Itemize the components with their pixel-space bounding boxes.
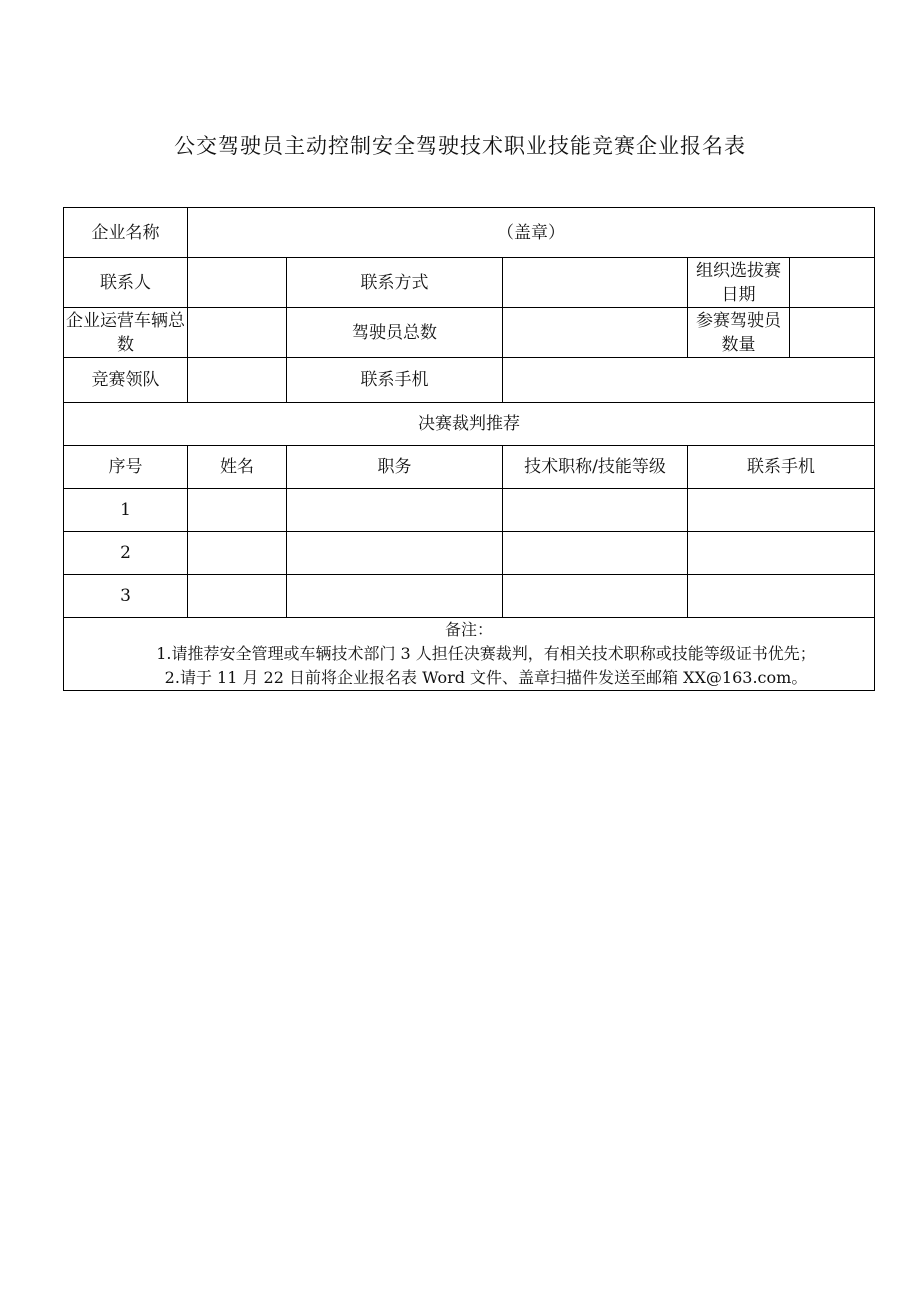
selection-date-label: 组织选拔赛日期	[688, 258, 790, 308]
selection-date-field[interactable]	[790, 258, 875, 308]
table-row	[64, 489, 875, 532]
document-title: 公交驾驶员主动控制安全驾驶技术职业技能竞赛企业报名表	[174, 134, 746, 158]
mobile-cell[interactable]	[688, 575, 875, 618]
referee-section-row	[64, 403, 875, 446]
referee-section-title: 决赛裁判推荐	[64, 403, 875, 446]
note-item-1: 1.请推荐安全管理或车辆技术部门 3 人担任决赛裁判，有相关技术职称或技能等级证书优先；	[156, 644, 816, 663]
row-index: 2	[64, 532, 188, 575]
mobile-cell[interactable]	[688, 489, 875, 532]
mobile-cell[interactable]	[688, 532, 875, 575]
participant-count-field[interactable]	[790, 308, 875, 358]
title-level-cell[interactable]	[503, 489, 688, 532]
vehicle-total-label: 企业运营车辆总数	[64, 308, 188, 358]
position-cell[interactable]	[287, 489, 503, 532]
totals-row	[64, 308, 875, 358]
column-header-title-level: 技术职称/技能等级	[503, 446, 688, 489]
team-leader-mobile-label: 联系手机	[287, 358, 503, 403]
participant-count-label: 参赛驾驶员数量	[688, 308, 790, 358]
column-header-name: 姓名	[188, 446, 287, 489]
contact-person-field[interactable]	[188, 258, 287, 308]
name-cell[interactable]	[188, 575, 287, 618]
company-name-label: 企业名称	[64, 208, 188, 258]
team-leader-field[interactable]	[188, 358, 287, 403]
notes-heading: 备注：	[445, 620, 494, 639]
position-cell[interactable]	[287, 575, 503, 618]
notes-row	[64, 618, 875, 691]
contact-method-label: 联系方式	[287, 258, 503, 308]
driver-total-label: 驾驶员总数	[287, 308, 503, 358]
title-level-cell[interactable]	[503, 532, 688, 575]
team-leader-row	[64, 358, 875, 403]
column-header-position: 职务	[287, 446, 503, 489]
registration-form-table	[63, 207, 875, 691]
table-row	[64, 532, 875, 575]
column-header-mobile: 联系手机	[688, 446, 875, 489]
note-item-2: 2.请于 11 月 22 日前将企业报名表 Word 文件、盖章扫描件发送至邮箱 XX@163.com。	[164, 668, 808, 687]
row-index: 3	[64, 575, 188, 618]
notes-cell	[64, 618, 875, 691]
row-index: 1	[64, 489, 188, 532]
company-name-field[interactable]: （盖章）	[188, 208, 875, 258]
contact-person-label: 联系人	[64, 258, 188, 308]
table-row	[64, 575, 875, 618]
contact-method-field[interactable]	[503, 258, 688, 308]
title-level-cell[interactable]	[503, 575, 688, 618]
referee-header-row	[64, 446, 875, 489]
column-header-index: 序号	[64, 446, 188, 489]
company-name-row	[64, 208, 875, 258]
name-cell[interactable]	[188, 489, 287, 532]
vehicle-total-field[interactable]	[188, 308, 287, 358]
team-leader-mobile-field[interactable]	[503, 358, 875, 403]
driver-total-field[interactable]	[503, 308, 688, 358]
position-cell[interactable]	[287, 532, 503, 575]
contact-row	[64, 258, 875, 308]
name-cell[interactable]	[188, 532, 287, 575]
team-leader-label: 竞赛领队	[64, 358, 188, 403]
